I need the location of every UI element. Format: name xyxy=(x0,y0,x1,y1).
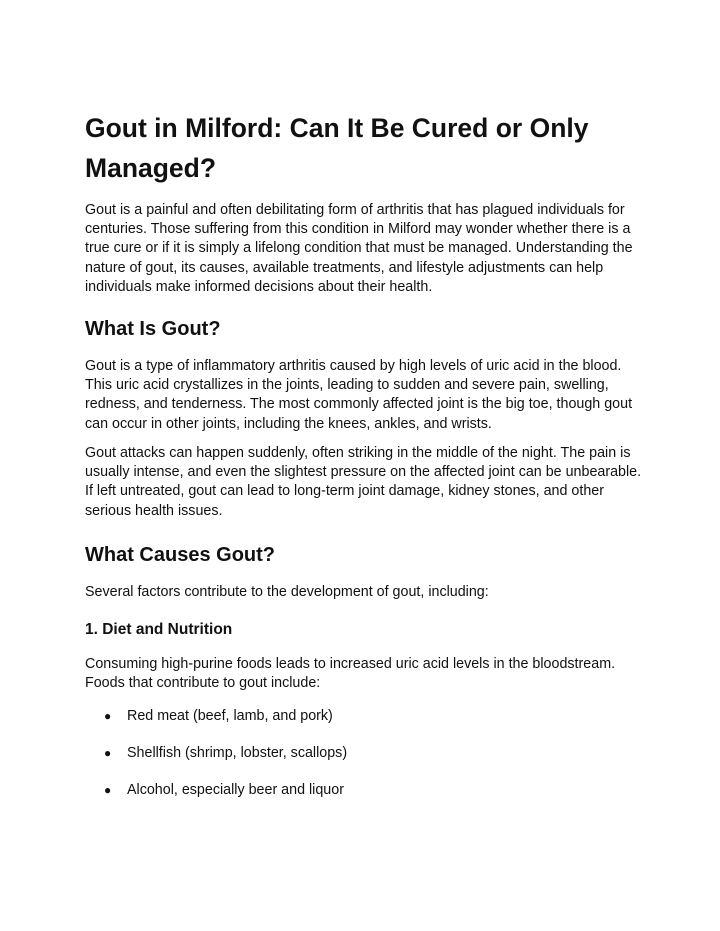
what-is-gout-paragraph-1: Gout is a type of inflammatory arthritis caused by high levels of uric acid in the blood. This uric acid crystallizes in the joints, leading to sudden and severe pain, swelling, redness, and tenderness. The most commonly affected joint is the big toe, though gout can occur in other joints, including the knees, ankles, and wrists. xyxy=(85,358,633,432)
bullet-icon: ● xyxy=(104,709,112,723)
section-heading-what-is-gout: What Is Gout? xyxy=(85,318,221,340)
subheading-diet-and-nutrition: 1. Diet and Nutrition xyxy=(85,621,233,638)
causes-intro-paragraph: Several factors contribute to the development of gout, including: xyxy=(85,584,489,600)
what-is-gout-paragraph-2: Gout attacks can happen suddenly, often striking in the middle of the night. The pain is usually intense, and even the slightest pressure on the affected joint can be unbearable. If left untreated, gout can lead to long-term joint damage, kidney stones, and other serious health issues. xyxy=(85,445,642,519)
bullet-icon: ● xyxy=(104,746,112,760)
bullet-icon: ● xyxy=(104,783,112,797)
page-title: Gout in Milford: Can It Be Cured or Only Managed? xyxy=(85,113,589,183)
intro-paragraph: Gout is a painful and often debilitating form of arthritis that has plagued individuals for centuries. Those suffering from this condition in Milford may wonder whether there is a true cure or if it is simply a lifelong condition that must be managed. Understanding the nature of gout, its causes, available treatments, and lifestyle adjustments can help individuals make informed decisions about their health. xyxy=(85,202,633,295)
section-heading-what-causes-gout: What Causes Gout? xyxy=(85,544,276,566)
list-item-text: Alcohol, especially beer and liquor xyxy=(127,782,344,798)
diet-paragraph: Consuming high-purine foods leads to increased uric acid levels in the bloodstream. Foods that contribute to gout include: xyxy=(85,656,616,692)
list-item xyxy=(85,780,645,817)
list-item-text: Shellfish (shrimp, lobster, scallops) xyxy=(127,745,348,761)
list-item xyxy=(85,743,645,780)
list-item xyxy=(85,706,645,743)
list-item-text: Red meat (beef, lamb, and pork) xyxy=(127,708,333,724)
food-list xyxy=(85,706,645,817)
